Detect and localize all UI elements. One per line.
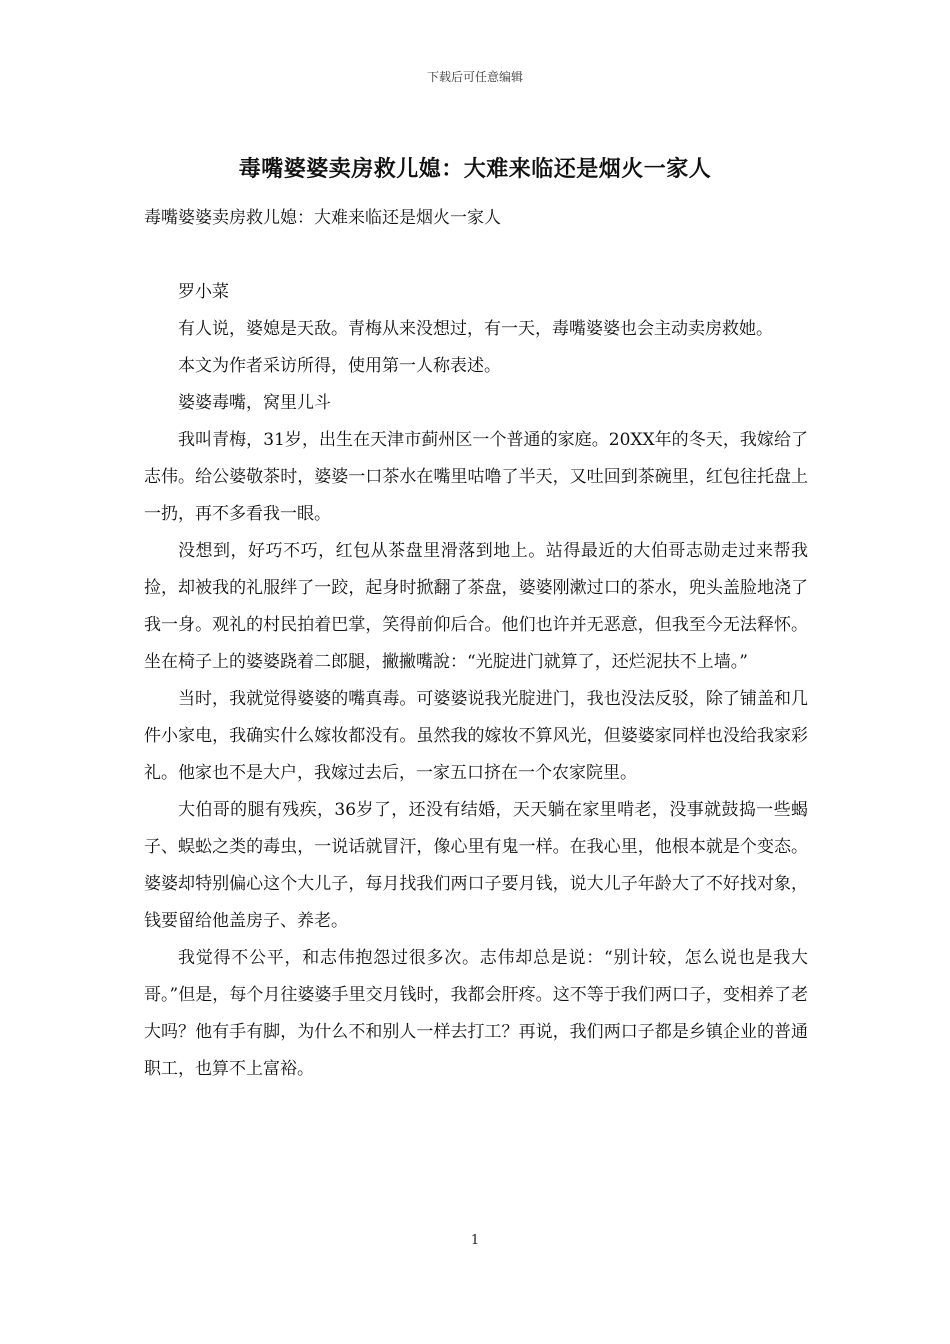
paragraph: 没想到，好巧不巧，红包从茶盘里滑落到地上。站得最近的大伯哥志勋走过来帮我捡，却被我的礼服绊了一跤，起身时掀翻了茶盘，婆婆刚漱过口的茶水，兜头盖脸地浇了我一身。观礼的村民拍着巴掌，笑得前仰后合。他们也许并无恶意，但我至今无法释怀。坐在椅子上的婆婆跷着二郎腿，撇撇嘴說：“光腚进门就算了，还烂泥扶不上墙。” (144, 541, 808, 672)
paragraph: 本文为作者采访所得，使用第一人称表述。 (178, 356, 501, 376)
author-line: 罗小菜 (178, 282, 229, 302)
page-number: 1 (470, 1233, 480, 1248)
document-title: 毒嘴婆婆卖房救儿媳：大难来临还是烟火一家人 (238, 156, 712, 182)
paragraph: 我觉得不公平，和志伟抱怨过很多次。志伟却总是说：“别计较，怎么说也是我大哥。”但是，每个月往婆婆手里交月钱时，我都会肝疼。这不等于我们两口子，变相养了老大吗？他有手有脚，为什么不和别人一样去打工？再说，我们两口子都是乡镇企业的普通职工，也算不上富裕。 (144, 948, 808, 1079)
document-body (144, 200, 808, 1088)
subtitle: 毒嘴婆婆卖房救儿媳：大难来临还是烟火一家人 (144, 208, 501, 228)
header-note: 下载后可任意编辑 (426, 70, 523, 84)
blank-line (144, 237, 808, 274)
paragraph: 我叫青梅，31岁，出生在天津市蓟州区一个普通的家庭。20XX年的冬天，我嫁给了志伟。给公婆敬茶时，婆婆一口茶水在嘴里咕噜了半天，又吐回到茶碗里，红包往托盘上一扔，再不多看我一眼。 (144, 430, 808, 524)
paragraph: 当时，我就觉得婆婆的嘴真毒。可婆婆说我光腚进门，我也没法反驳，除了铺盖和几件小家电，我确实什么嫁妆都没有。虽然我的嫁妆不算风光，但婆婆家同样也没给我家彩礼。他家也不是大户，我嫁过去后，一家五口挤在一个农家院里。 (144, 689, 808, 783)
paragraph: 有人说，婆媳是天敌。青梅从来没想过，有一天，毒嘴婆婆也会主动卖房救她。 (178, 319, 773, 339)
section-heading: 婆婆毒嘴，窝里儿斗 (178, 393, 331, 413)
paragraph: 大伯哥的腿有残疾，36岁了，还没有结婚，天天躺在家里啃老，没事就鼓捣一些蝎子、蜈蚣之类的毒虫，一说话就冒汗，像心里有鬼一样。在我心里，他根本就是个变态。婆婆却特别偏心这个大儿子，每月找我们两口子要月钱，说大儿子年龄大了不好找对象，钱要留给他盖房子、养老。 (144, 800, 808, 931)
